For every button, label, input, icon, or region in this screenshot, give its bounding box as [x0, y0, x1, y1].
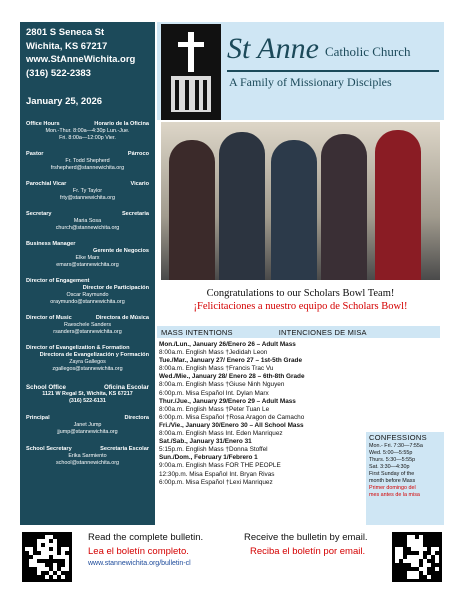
staff-name: Raeschele Sanders — [63, 322, 112, 328]
staff-role-en: Director of Engagement — [26, 278, 90, 284]
mass-intention-entry: 6:00p.m. Misa Español †Rosa Aragon de Camacho — [159, 413, 305, 421]
mass-intention-entry: 8:00a.m. English Mass Int. Eden Manriquez — [159, 430, 283, 438]
mass-intention-entry: 6:00p.m. Misa Español †Lexi Manriquez — [159, 478, 273, 486]
confession-time: Wed. 5:00—5:55p — [369, 450, 413, 456]
school-address: 1121 W Regal St, Wichita, KS 67217 — [42, 391, 133, 397]
mass-day-heading: Fri./Vie., January 30/Enero 30 – All School Mass — [159, 421, 304, 429]
confession-time: Thurs. 5:30—5:55p — [369, 457, 416, 463]
mass-day-heading: Wed./Mie., January 28/ Enero 28 – 6th-8th Grade — [159, 373, 305, 381]
email-bulletin-english: Receive the bulletin by email. — [244, 532, 368, 543]
parish-website[interactable]: www.StAnneWichita.org — [26, 54, 136, 65]
staff-role-en: Director of Evangelization & Formation — [26, 345, 130, 351]
mass-intention-entry: 12:30p.m. Misa Español Int. Bryan Rivas — [159, 470, 275, 478]
staff-role-en: Business Manager — [26, 241, 76, 247]
mass-intentions-list — [159, 341, 369, 487]
principal-email[interactable]: jjump@stannewichita.org — [57, 429, 118, 435]
school-office-label-en: School Office — [26, 384, 66, 391]
confession-time: First Sunday of the — [369, 471, 415, 477]
bulletin-link[interactable]: www.stannewichita.org/bulletin-cl — [88, 560, 191, 567]
confession-time: month before Mass — [369, 478, 416, 484]
confession-time: Sat. 3:30—4:30p — [369, 464, 410, 470]
church-logo — [161, 24, 221, 120]
staff-email[interactable]: emarx@stannewichita.org — [56, 262, 119, 268]
school-secretary-email[interactable]: school@stannewichita.org — [55, 460, 119, 466]
church-name — [227, 34, 439, 64]
staff-name: Oscar Raymundo — [66, 292, 109, 298]
mass-day-heading: Thur./Jue., January 29/Enero 29 – Adult Mass — [159, 397, 296, 405]
title-divider — [227, 70, 439, 72]
mass-day-heading: Sun./Dom., February 1/Febrero 1 — [159, 454, 258, 462]
principal-name: Janet Jump — [73, 422, 102, 428]
mass-intention-entry: 5:15p.m. English Mass †Donna Stoffel — [159, 446, 268, 454]
school-office — [26, 384, 149, 405]
mass-intention-entry: 6:00p.m. Misa Español Int. Dylan Marx — [159, 389, 269, 397]
school-secretary-name: Erika Sarmiento — [68, 453, 107, 459]
scholars-bowl-team-photo — [161, 122, 440, 280]
team-member-figure — [271, 140, 317, 280]
church-tagline: A Family of Missionary Disciples — [229, 75, 392, 89]
confessions-schedule — [369, 443, 441, 499]
school-office-label-es: Oficina Escolar — [103, 384, 149, 391]
bulletin-date: January 25, 2026 — [26, 96, 103, 107]
staff-role-en: Pastor — [26, 151, 44, 157]
mass-intentions-heading-es: INTENCIONES DE MISA — [278, 327, 367, 337]
staff-directory — [26, 151, 149, 373]
parish-phone: (316) 522-2383 — [26, 67, 91, 79]
mass-day-heading: Tue./Mar., January 27/ Enero 27 – 1st-5th Grade — [159, 357, 303, 365]
staff-role-es: Director de Participación — [82, 285, 149, 291]
staff-entry — [26, 241, 149, 269]
school-secretary-label-en: School Secretary — [26, 446, 72, 452]
parish-info-sidebar — [20, 22, 155, 525]
staff-email[interactable]: zgallegos@stannewichita.org — [52, 366, 123, 372]
staff-email[interactable]: church@stannewichita.org — [55, 225, 120, 231]
office-hours-label-en: Office Hours — [26, 121, 60, 127]
staff-role-es: Secretaria — [121, 211, 149, 217]
confession-time: Mon.- Fri. 7:30—7:55a — [369, 443, 423, 449]
bulletin-qr-code[interactable] — [22, 532, 72, 582]
school-secretary — [26, 446, 149, 467]
principal-label-en: Principal — [26, 415, 50, 421]
office-hours-line: Mon.-Thur. 8:00a—4:30p Lun.-Jue. — [45, 128, 130, 134]
staff-role-en: Director of Music — [26, 315, 72, 321]
mass-intentions-heading-en: MASS INTENTIONS — [161, 327, 233, 337]
staff-entry — [26, 345, 149, 373]
parish-address: 2801 S Seneca St — [26, 27, 105, 38]
staff-entry — [26, 315, 149, 336]
mass-intention-entry: 8:00a.m. English Mass †Francis Trac Vu — [159, 365, 274, 373]
mass-intention-entry: 8:00a.m. English Mass †Giuse Ninh Nguyen — [159, 381, 285, 389]
office-hours-label-es: Horario de la Oficina — [94, 121, 149, 127]
staff-role-en: Secretary — [26, 211, 52, 217]
read-bulletin-english: Read the complete bulletin. — [88, 532, 204, 543]
confession-time-spanish: Primer domingo del — [369, 485, 416, 491]
staff-name: Elke Marx — [75, 255, 100, 261]
staff-email[interactable]: oraymundo@stannewichita.org — [50, 299, 125, 305]
staff-role-es: Directora de Evangelización y Formación — [39, 352, 149, 358]
cross-icon — [161, 24, 221, 120]
staff-name: Fr. Todd Shepherd — [65, 158, 110, 164]
confession-time-spanish: mes antes de la misa — [369, 492, 420, 498]
staff-entry — [26, 211, 149, 232]
team-member-figure — [375, 130, 421, 280]
staff-name: Zayra Gallegos — [69, 359, 106, 365]
read-bulletin-spanish: Lea el boletín completo. — [88, 546, 189, 557]
staff-name: Maria Sosa — [73, 218, 102, 224]
staff-entry — [26, 278, 149, 306]
mass-day-heading: Sat./Sab., January 31/Enero 31 — [159, 438, 252, 446]
staff-role-en: Parochial Vicar — [26, 181, 67, 187]
mass-intentions-heading — [157, 326, 440, 338]
email-signup-qr-code[interactable] — [392, 532, 442, 582]
church-name-rest: Catholic Church — [324, 44, 411, 59]
confessions-title: CONFESSIONS — [369, 433, 427, 442]
church-name-st-anne: St Anne — [227, 32, 319, 65]
staff-role-es: Párroco — [127, 151, 149, 157]
email-bulletin-spanish: Reciba el boletín por email. — [250, 546, 366, 557]
mass-day-heading: Mon./Lun., January 26/Enero 26 – Adult Mass — [159, 341, 296, 348]
staff-entry — [26, 181, 149, 202]
staff-entry — [26, 151, 149, 172]
team-member-figure — [321, 134, 367, 280]
team-member-figure — [169, 140, 215, 280]
mass-intention-entry: 9:00a.m. English Mass FOR THE PEOPLE — [159, 462, 281, 470]
parish-city: Wichita, KS 67217 — [26, 40, 108, 52]
staff-email[interactable]: frty@stannewichita.org — [60, 195, 115, 201]
staff-role-es: Vicario — [130, 181, 149, 187]
staff-name: Fr. Ty Taylor — [72, 188, 103, 194]
mass-intention-entry: 8:00a.m. English Mass †Jedidah Leon — [159, 349, 268, 357]
school-phone: (316) 522-6131 — [69, 398, 106, 404]
church-header — [157, 22, 444, 120]
staff-role-es: Directora de Música — [95, 315, 149, 321]
school-principal — [26, 415, 149, 436]
school-secretary-label-es: Secretaria Escolar — [100, 446, 149, 452]
office-hours-line: Fri. 8:00a—12:00p Vier. — [59, 135, 116, 141]
staff-email[interactable]: rsanders@stannewichita.org — [53, 329, 122, 335]
congrats-spanish: ¡Felicitaciones a nuestro equipo de Scholars Bowl! — [193, 301, 408, 312]
congrats-english: Congratulations to our Scholars Bowl Team! — [206, 288, 395, 299]
principal-label-es: Directora — [124, 415, 149, 421]
confessions-box — [366, 432, 444, 525]
mass-intention-entry: 8:00a.m. English Mass †Peter Tuan Le — [159, 405, 270, 413]
staff-role-es: Gerente de Negocios — [93, 248, 149, 254]
office-hours — [26, 121, 149, 142]
team-member-figure — [219, 132, 265, 280]
staff-email[interactable]: frshepherd@stannewichita.org — [50, 165, 125, 171]
